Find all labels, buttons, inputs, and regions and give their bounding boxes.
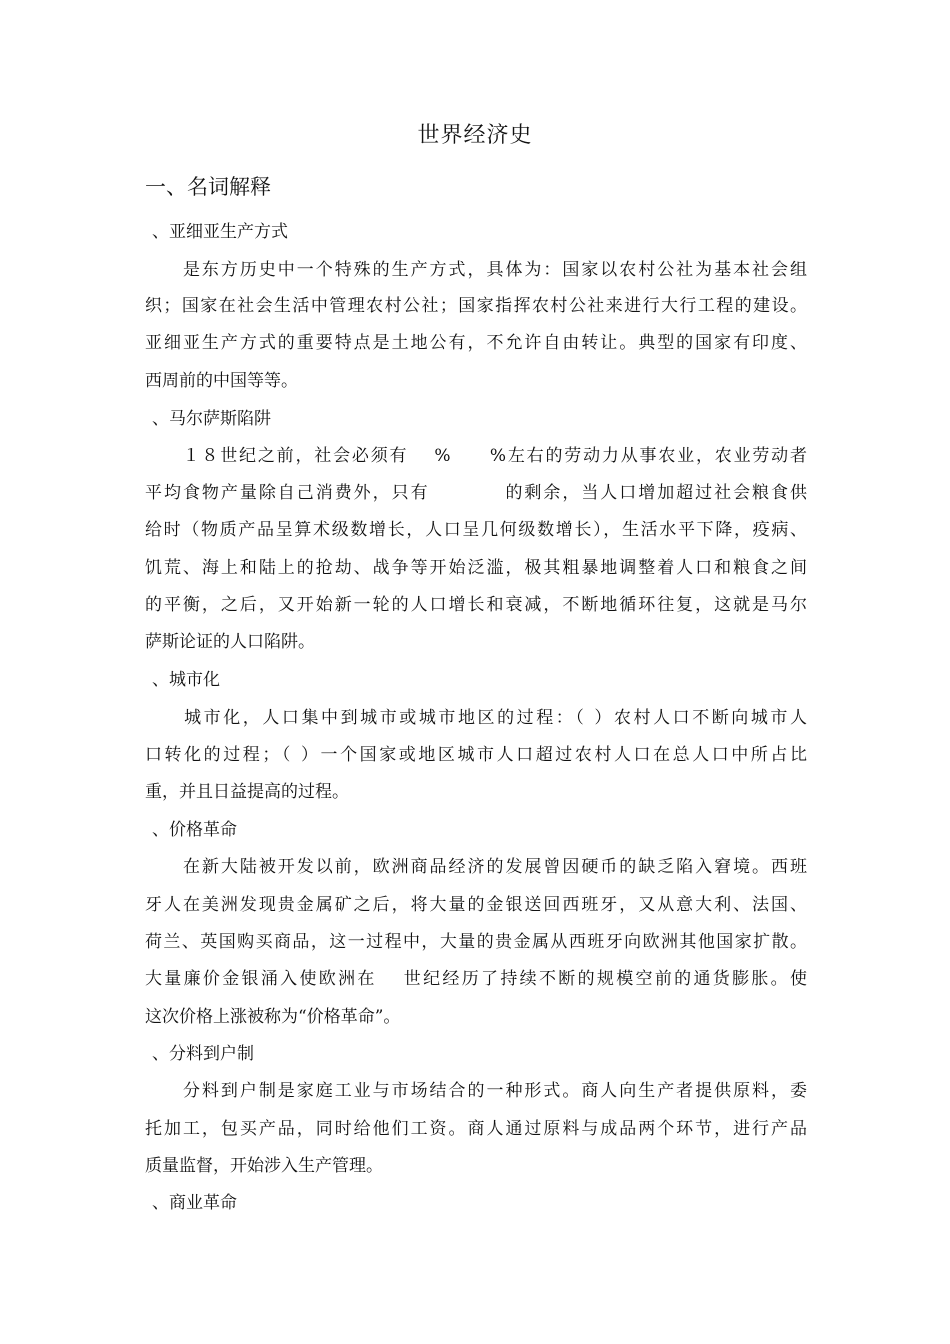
term-malthusian-trap: 、马尔萨斯陷阱 xyxy=(152,409,271,429)
paragraph-line: 牙人在美洲发现贵金属矿之后，将大量的金银送回西班牙，又从意大利、法国、 xyxy=(145,895,807,915)
section-heading: 一、名词解释 xyxy=(145,175,271,199)
paragraph-line: 萨斯论证的人口陷阱。 xyxy=(145,632,315,652)
paragraph-line: 这次价格上涨被称为“价格革命”。 xyxy=(145,1007,401,1027)
paragraph-line: 荷兰、英国购买商品，这一过程中，大量的贵金属从西班牙向欧洲其他国家扩散。 xyxy=(145,932,807,952)
term-putting-out-system: 、分料到户制 xyxy=(152,1044,254,1064)
paragraph-line: 口转化的过程；（ ）一个国家或地区城市人口超过农村人口在总人口中所占比 xyxy=(145,745,807,765)
paragraph-line: 托加工，包买产品，同时给他们工资。商人通过原料与成品两个环节，进行产品 xyxy=(145,1119,807,1139)
paragraph-line: 重，并且日益提高的过程。 xyxy=(145,782,349,802)
paragraph-line: 给时（物质产品呈算术级数增长，人口呈几何级数增长），生活水平下降，疫病、 xyxy=(145,520,807,540)
paragraph-line: 织；国家在社会生活中管理农村公社；国家指挥农村公社来进行大行工程的建设。 xyxy=(145,296,807,316)
paragraph-line: 西周前的中国等等。 xyxy=(145,371,298,391)
term-price-revolution: 、价格革命 xyxy=(152,820,237,840)
paragraph-line: 在新大陆被开发以前，欧洲商品经济的发展曾因硬币的缺乏陷入窘境。西班 xyxy=(145,857,807,877)
paragraph-line: 分料到户制是家庭工业与市场结合的一种形式。商人向生产者提供原料，委 xyxy=(145,1081,807,1101)
paragraph-line: 平均食物产量除自己消费外，只有 的剩余，当人口增加超过社会粮食供 xyxy=(145,483,807,503)
paragraph-line: 亚细亚生产方式的重要特点是土地公有，不允许自由转让。典型的国家有印度、 xyxy=(145,333,807,353)
term-asiatic-mode: 、亚细亚生产方式 xyxy=(152,222,288,242)
term-commercial-revolution: 、商业革命 xyxy=(152,1193,237,1213)
paragraph-line: 质量监督，开始涉入生产管理。 xyxy=(145,1156,383,1176)
document-title: 世界经济史 xyxy=(417,123,533,148)
paragraph-line: 城市化，人口集中到城市或城市地区的过程：（ ）农村人口不断向城市人 xyxy=(145,708,807,728)
paragraph-line: 是东方历史中一个特殊的生产方式，具体为：国家以农村公社为基本社会组 xyxy=(145,260,807,280)
term-urbanization: 、城市化 xyxy=(152,670,220,690)
paragraph-line: 的平衡，之后，又开始新一轮的人口增长和衰减，不断地循环往复，这就是马尔 xyxy=(145,595,807,615)
paragraph-line: 饥荒、海上和陆上的抢劫、战争等开始泛滥，极其粗暴地调整着人口和粮食之间 xyxy=(145,558,807,578)
paragraph-line: 大量廉价金银涌入使欧洲在 世纪经历了持续不断的规模空前的通货膨胀。使 xyxy=(145,969,807,989)
paragraph-line: １８世纪之前，社会必须有 % %左右的劳动力从事农业，农业劳动者 xyxy=(145,446,807,466)
